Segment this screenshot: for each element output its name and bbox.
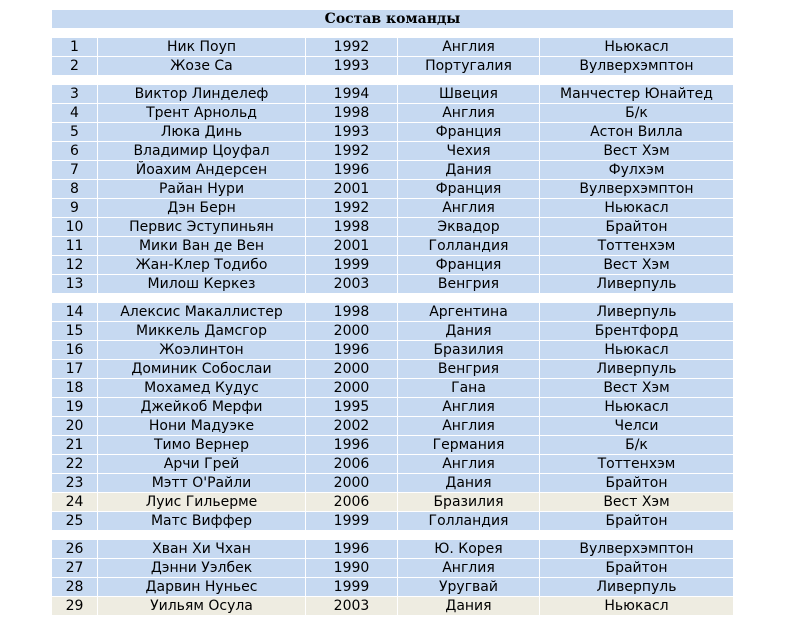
player-name: Доминик Собослаи (98, 360, 306, 378)
player-country: Бразилия (398, 341, 540, 359)
player-birth-year: 1996 (306, 161, 398, 179)
player-birth-year: 2003 (306, 275, 398, 293)
table-row (52, 540, 733, 559)
table-row (52, 85, 733, 104)
table-row (52, 38, 733, 57)
table-row (52, 597, 733, 616)
player-number: 24 (52, 493, 98, 511)
player-country: Дания (398, 474, 540, 492)
player-birth-year: 2000 (306, 379, 398, 397)
player-country: Чехия (398, 142, 540, 160)
table-row (52, 578, 733, 597)
player-club: Астон Вилла (590, 124, 683, 140)
player-club: Ливерпуль (596, 579, 677, 595)
player-name: Жозе Са (98, 57, 306, 75)
player-country: Англия (398, 417, 540, 435)
player-birth-year: 2001 (306, 237, 398, 255)
player-number: 3 (52, 85, 98, 103)
player-club: Вест Хэм (603, 143, 670, 159)
player-name: Луис Гильерме (98, 493, 306, 511)
player-number: 13 (52, 275, 98, 293)
player-number: 26 (52, 540, 98, 558)
table-row (52, 57, 733, 76)
player-birth-year: 1992 (306, 142, 398, 160)
table-row (52, 218, 733, 237)
table-row (52, 180, 733, 199)
player-number: 17 (52, 360, 98, 378)
player-name: Хван Хи Чхан (98, 540, 306, 558)
player-number: 2 (52, 57, 98, 75)
player-club: Вест Хэм (603, 257, 670, 273)
player-club: Тоттенхэм (597, 238, 676, 254)
player-number: 22 (52, 455, 98, 473)
player-number: 25 (52, 512, 98, 530)
player-number: 20 (52, 417, 98, 435)
player-birth-year: 2000 (306, 360, 398, 378)
player-country: Англия (398, 398, 540, 416)
player-club: Вулверхэмптон (579, 181, 694, 197)
player-country: Венгрия (398, 360, 540, 378)
player-name: Люка Динь (98, 123, 306, 141)
player-country: Англия (398, 559, 540, 577)
table-row (52, 303, 733, 322)
player-birth-year: 1993 (306, 123, 398, 141)
player-club: Брентфорд (594, 323, 679, 339)
player-number: 1 (52, 38, 98, 56)
player-country: Аргентина (398, 303, 540, 321)
player-number: 21 (52, 436, 98, 454)
player-country: Бразилия (398, 493, 540, 511)
player-birth-year: 1996 (306, 341, 398, 359)
player-number: 19 (52, 398, 98, 416)
group-spacer (52, 531, 733, 540)
player-country: Голландия (398, 512, 540, 530)
player-number: 28 (52, 578, 98, 596)
player-name: Мохамед Кудус (98, 379, 306, 397)
roster-group (52, 540, 733, 616)
player-name: Владимир Цоуфал (98, 142, 306, 160)
player-birth-year: 2000 (306, 322, 398, 340)
player-club: Фулхэм (608, 162, 665, 178)
player-number: 15 (52, 322, 98, 340)
player-name: Жан-Клер Тодибо (98, 256, 306, 274)
player-number: 14 (52, 303, 98, 321)
player-club: Ньюкасл (604, 399, 669, 415)
table-row (52, 322, 733, 341)
player-country: Дания (398, 161, 540, 179)
player-club: Брайтон (605, 560, 668, 576)
player-club: Брайтон (605, 475, 668, 491)
group-spacer (52, 294, 733, 303)
player-club: Ливерпуль (596, 361, 677, 377)
roster-group (52, 303, 733, 531)
player-birth-year: 1999 (306, 578, 398, 596)
player-birth-year: 2006 (306, 455, 398, 473)
player-country: Венгрия (398, 275, 540, 293)
player-club: Челси (614, 418, 659, 434)
player-country: Голландия (398, 237, 540, 255)
player-number: 11 (52, 237, 98, 255)
player-club: Брайтон (605, 219, 668, 235)
table-row (52, 417, 733, 436)
player-birth-year: 2000 (306, 474, 398, 492)
roster-group (52, 38, 733, 76)
table-row (52, 559, 733, 578)
roster-groups (52, 29, 733, 616)
table-row (52, 512, 733, 531)
player-number: 18 (52, 379, 98, 397)
table-row (52, 474, 733, 493)
player-name: Уильям Осула (98, 597, 306, 615)
player-club: Тоттенхэм (597, 456, 676, 472)
player-name: Матс Виффер (98, 512, 306, 530)
player-name: Виктор Линделеф (98, 85, 306, 103)
player-number: 16 (52, 341, 98, 359)
table-row (52, 104, 733, 123)
player-name: Райан Нури (98, 180, 306, 198)
player-country: Англия (398, 38, 540, 56)
player-club: Манчестер Юнайтед (560, 86, 713, 102)
player-country: Англия (398, 455, 540, 473)
player-birth-year: 1994 (306, 85, 398, 103)
player-club: Вест Хэм (603, 380, 670, 396)
player-birth-year: 2002 (306, 417, 398, 435)
player-name: Нони Мадуэке (98, 417, 306, 435)
player-name: Дэн Берн (98, 199, 306, 217)
table-row (52, 455, 733, 474)
roster-title: Состав команды (52, 10, 733, 29)
player-number: 8 (52, 180, 98, 198)
player-country: Дания (398, 597, 540, 615)
table-row (52, 341, 733, 360)
player-country: Эквадор (398, 218, 540, 236)
table-row (52, 142, 733, 161)
player-birth-year: 1992 (306, 38, 398, 56)
player-club: Вулверхэмптон (579, 541, 694, 557)
player-birth-year: 1998 (306, 218, 398, 236)
table-row (52, 398, 733, 417)
player-name: Дэнни Уэлбек (98, 559, 306, 577)
player-country: Швеция (398, 85, 540, 103)
player-birth-year: 1998 (306, 104, 398, 122)
table-row (52, 123, 733, 142)
player-birth-year: 1993 (306, 57, 398, 75)
table-row (52, 256, 733, 275)
player-club: Б/к (625, 437, 648, 453)
player-country: Франция (398, 123, 540, 141)
player-number: 7 (52, 161, 98, 179)
player-name: Йоахим Андерсен (98, 161, 306, 179)
player-birth-year: 1995 (306, 398, 398, 416)
player-name: Ник Поуп (98, 38, 306, 56)
player-country: Англия (398, 199, 540, 217)
player-birth-year: 1996 (306, 540, 398, 558)
player-birth-year: 1996 (306, 436, 398, 454)
player-country: Ю. Корея (398, 540, 540, 558)
player-name: Миккель Дамсгор (98, 322, 306, 340)
table-row (52, 275, 733, 294)
table-row (52, 237, 733, 256)
player-name: Жоэлинтон (98, 341, 306, 359)
player-club: Ньюкасл (604, 200, 669, 216)
player-name: Арчи Грей (98, 455, 306, 473)
player-name: Алексис Макаллистер (98, 303, 306, 321)
player-club: Ньюкасл (604, 342, 669, 358)
player-number: 4 (52, 104, 98, 122)
player-number: 6 (52, 142, 98, 160)
player-club: Ливерпуль (596, 304, 677, 320)
player-number: 23 (52, 474, 98, 492)
table-row (52, 360, 733, 379)
group-spacer (52, 29, 733, 38)
player-country: Уругвай (398, 578, 540, 596)
group-spacer (52, 76, 733, 85)
player-name: Мэтт О'Райли (98, 474, 306, 492)
player-country: Гана (398, 379, 540, 397)
player-birth-year: 2006 (306, 493, 398, 511)
player-number: 5 (52, 123, 98, 141)
player-number: 29 (52, 597, 98, 615)
player-birth-year: 1999 (306, 256, 398, 274)
player-name: Мики Ван де Вен (98, 237, 306, 255)
player-birth-year: 1990 (306, 559, 398, 577)
player-name: Дарвин Нуньес (98, 578, 306, 596)
player-name: Тимо Вернер (98, 436, 306, 454)
roster-group (52, 85, 733, 294)
player-country: Германия (398, 436, 540, 454)
player-number: 12 (52, 256, 98, 274)
table-row (52, 161, 733, 180)
player-club: Ньюкасл (604, 39, 669, 55)
player-name: Первис Эступиньян (98, 218, 306, 236)
player-country: Франция (398, 180, 540, 198)
player-club: Ливерпуль (596, 276, 677, 292)
table-row (52, 379, 733, 398)
player-birth-year: 2001 (306, 180, 398, 198)
player-number: 10 (52, 218, 98, 236)
player-birth-year: 2003 (306, 597, 398, 615)
player-birth-year: 1992 (306, 199, 398, 217)
player-club: Вулверхэмптон (579, 58, 694, 74)
table-row (52, 436, 733, 455)
player-country: Португалия (398, 57, 540, 75)
player-number: 9 (52, 199, 98, 217)
player-club: Ньюкасл (604, 598, 669, 614)
team-roster-table (52, 10, 733, 616)
player-number: 27 (52, 559, 98, 577)
table-row (52, 199, 733, 218)
player-name: Трент Арнольд (98, 104, 306, 122)
player-name: Джейкоб Мерфи (98, 398, 306, 416)
player-country: Англия (398, 104, 540, 122)
player-club: Брайтон (605, 513, 668, 529)
player-name: Милош Керкез (98, 275, 306, 293)
player-country: Дания (398, 322, 540, 340)
player-birth-year: 1999 (306, 512, 398, 530)
table-row (52, 493, 733, 512)
player-birth-year: 1998 (306, 303, 398, 321)
player-club: Вест Хэм (603, 494, 670, 510)
player-club: Б/к (625, 105, 648, 121)
player-country: Франция (398, 256, 540, 274)
